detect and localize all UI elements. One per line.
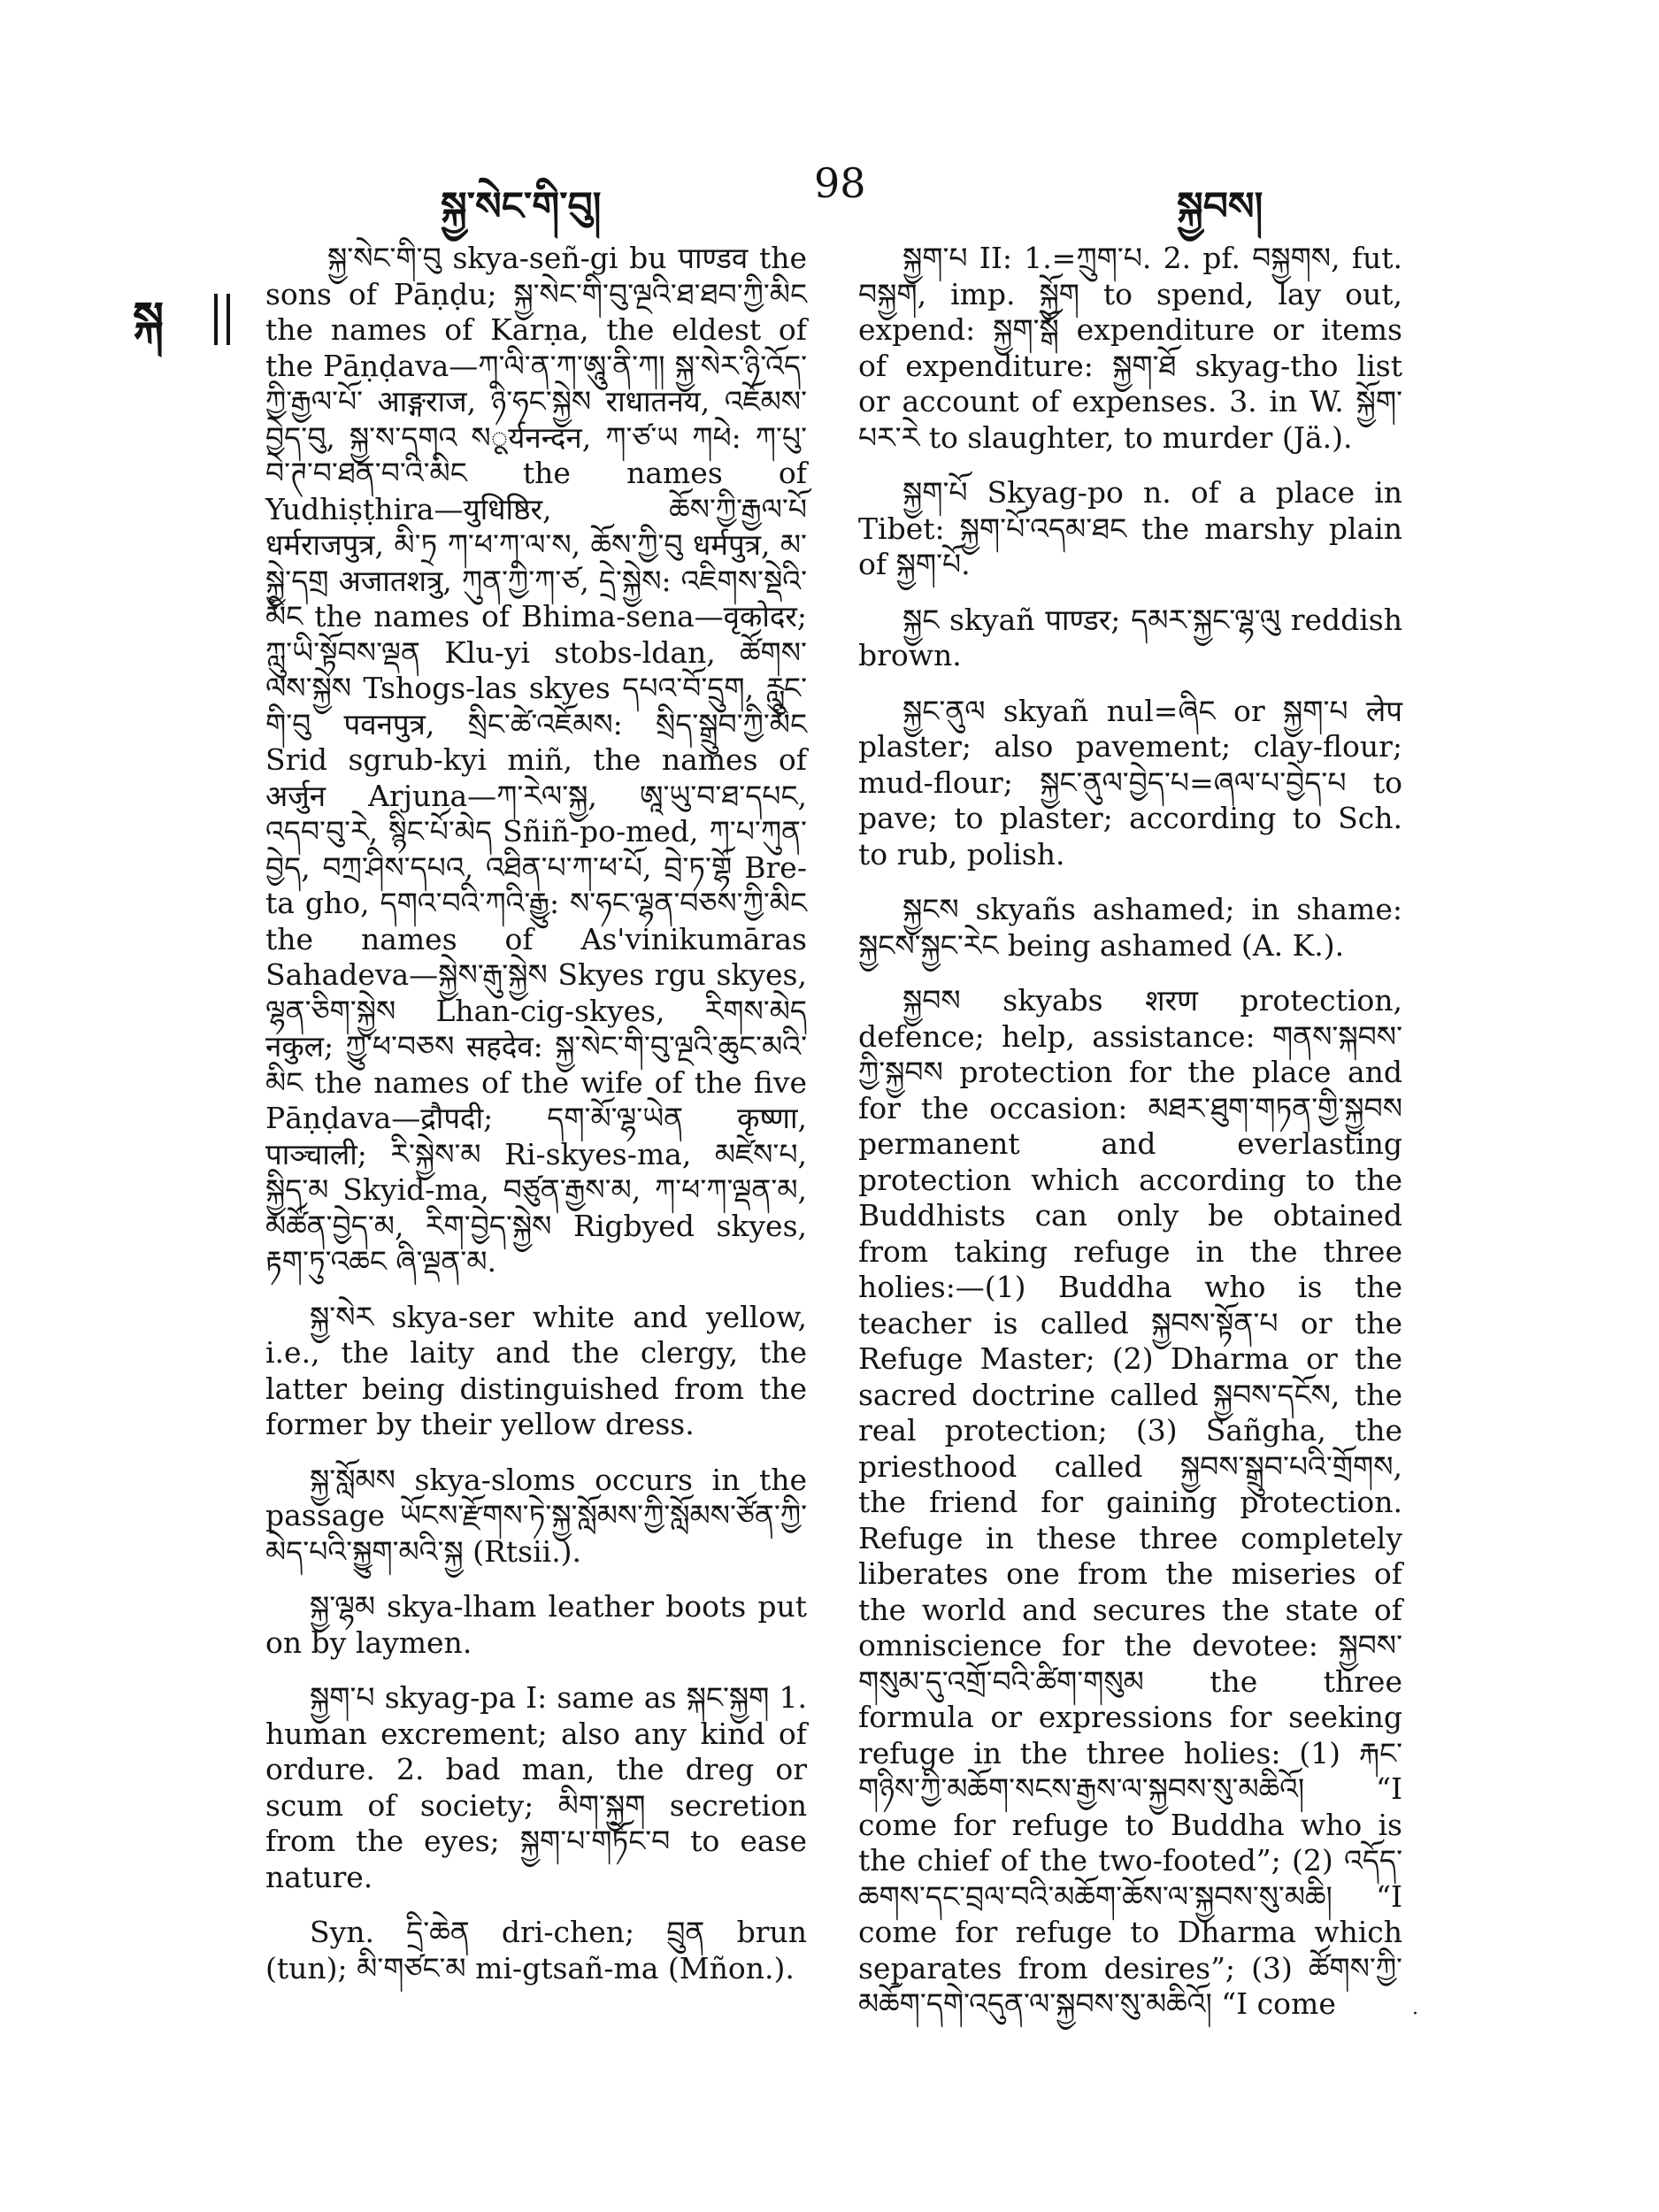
entry-skyag-pa-2: སྐྱག་པ II: 1.=ཀྲུག་པ. 2. pf. བསྐྱགས, fut. བསྐྱག, imp. སྐྱོག to spend, lay out, expend: སྐྱག་སྒོ expenditure or items of expenditure: སྐྱག་ཐོ skyag-tho list or account of expenses. 3. in W. སྐྱོག་པར་རེ to slaughter, to murder (Jä.).	[858, 241, 1402, 455]
right-column	[858, 241, 1402, 2042]
entry-skyang-nul: སྐྱང་ནུལ skyañ nul=ཞིང or སྐྱག་པ लेप plaster; also pavement; clay-flour; mud-flour; སྐྱང་ནུལ་བྱེད་པ=ཞལ་པ་བྱེད་པ to pave; to plaster; according to Sch. to rub, polish.	[858, 693, 1402, 872]
running-header	[0, 150, 1659, 230]
left-column	[265, 241, 807, 2006]
entry-synonyms: Syn. དྲི་ཆེན dri-chen; བྲུན brun (tun); མི་གཙང་མ mi-gtsañ-ma (Mñon.).	[265, 1915, 807, 1985]
entry-skya-ser: སྐྱ་སེར skya-ser white and yellow, i.e., the laity and the clergy, the latter being distinguished from the former by their yellow dress.	[265, 1299, 807, 1441]
entry-skyabs: སྐྱབས skyabs शरण protection, defence; help, assistance: གནས་སྐབས་ཀྱི་སྐྱབས protection for the place and for the occasion: མཐར་ཐུག་གཏན་གྱི་སྐྱབས permanent and everlasting protection which according to the Buddhists can only be obtained from taking refuge in the three holies:—(1) Buddha who is the teacher is called སྐྱབས་སྟོན་པ or the Refuge Master; (2) Dharma or the sacred doctrine called སྐྱབས་དངོས, the real protection; (3) Sañgha, the priesthood called སྐྱབས་སྒྲུབ་པའི་གྲོགས, the friend for gaining protection. Refuge in these three completely liberates one from the miseries of the world and secures the state of omniscience for the devotee: སྐྱབས་གསུམ་དུ་འགྲོ་བའི་ཚིག་གསུམ the three formula or expressions for seeking refuge in the three holies: (1) རྐང་གཉིས་ཀྱི་མཆོག་སངས་རྒྱས་ལ་སྐྱབས་སུ་མཆིའོ། “I come for refuge to Buddha who is the chief of the two-footed”; (2) འདོད་ཆགས་དང་བྲལ་བའི་མཆོག་ཆོས་ལ་སྐྱབས་སུ་མཆི། “I come for refuge to Dharma which separates from desires”; (3) ཚོགས་ཀྱི་མཆོག་དགེ་འདུན་ལ་སྐྱབས་སུ་མཆིའོ། “I come	[858, 983, 1402, 2021]
entry-skyangs: སྐྱངས skyañs ashamed; in shame: སྐྱངས་སྐྱང་རེང being ashamed (A. K.).	[858, 892, 1402, 963]
header-left-title: སྐྱ་སེང་གི་བུ།	[441, 184, 602, 229]
entry-skya-seng-gi-bu: སྐྱ་སེང་གི་བུ skya-señ-gi bu पाण्डव the sons of Pāṇḍu; སྐྱ་སེང་གི་བུ་ལྔའི་ཐ་ཐབ་ཀྱི་མིང the names of Karṇa, the eldest of the Pāṇḍava—ཀ་ལི་ན་ཀ་ཨཱུ་ནི་ཀ། སྐྱ་སེར་ཉི་འོད་ཀྱི་རྒྱལ་པོ་ आङ्गराज, ཉི་ཧང་སྐྱེས राधातनय, འཇོམས་བྱེད་བུ, སྐྱ་ས་དགའ སूर्यनन्दन, ཀ་ཙ་ཡ ཀཕེ: ཀ་པུ་བེ་ཊ་བ་ཐན་བ་འི་མིང the names of Yudhiṣṭhira—युधिष्ठिर, ཆོས་ཀྱི་རྒྱལ་པོ धर्मराजपुत्र, མི་ཏྲ ཀ་ཕ་ཀ་ལ་ས, ཆོས་ཀྱི་བུ धर्मपुत्र, མ་སྐྱེ་དགྲ अजातशत्रु, ཀུན་ཀྱི་ཀ་ཙ, དྲེ་སྐྱེས: འཇིགས་སྡེའི་མིང the names of Bhima-sena—वृकोदर; ཀླུ་ཡི་སྟོབས་ལྡན Klu-yi stobs-ldan, ཚོགས་ལས་སྐྱེས Tshogs-las skyes དཔའ་བོ་དྲུག, རླུང་གི་བུ पवनपुत्र, སྲིང་ཚེ་འཇོམས: སྲིད་སྒྲུབ་ཀྱི་མིང Srid sgrub-kyi miñ, the names of अर्जुन Arjuna—ཀ་རེལ་སྐྱ, ཨཱ་ཡུ་བ་ཐ་དཔང, འདབ་བུ་རེ, སྙིང་པོ་མེད Sñiñ-po-med, ཀ་པ་ཀུན་བྱེད, བཀྲ་ཤིས་དཔའ, འཐིན་པ་ཀ་ཕ་པོ, བྲེ་ཏ་གྷོ Bre-ta gho, དགའ་བའི་ཀའི་རྒྱུ: ས་ཧང་ལྷན་བཅས་ཀྱི་མིང the names of As'vinikumāras Sahadeva—སྐྱེས་རྒུ་སྐྱེས Skyes rgu skyes, ལྷན་ཅིག་སྐྱེས Lhan-cig-skyes, རིགས་མེད नकुल; ཀྱུ་ཕ་བཅས सहदेव: སྐྱ་སེང་གི་བུ་ལྔའི་ཆུང་མའི་མིང the names of the wife of the five Pāṇḍava—द्रौपदी; དག་མོ་ལྷ་ཡེན कृष्णा, पाञ्चाली; རི་སྐྱེས་མ Ri-skyes-ma, མཛེས་པ, སྐྱིད་མ Skyid-ma, བཙུན་རྒྱས་མ, ཀ་ཕ་ཀ་ལྡན་མ, མཚོན་བྱེད་མ, རིག་བྱེད་སྐྱེས Rigbyed skyes, རྟག་ཏུ་འཆང ཞི་ལྡན་མ.	[265, 241, 807, 1279]
entry-skyag-pa-1: སྐྱག་པ skyag-pa I: same as སྐང་སྐྱག 1. human excrement; also any kind of ordure. 2. bad man, the dreg or scum of society; མིག་སྐྱག secretion from the eyes; སྐྱག་པ་གཏོང་བ to ease nature.	[265, 1680, 807, 1894]
print-speck: ·	[1412, 2003, 1418, 2025]
header-right-title: སྐྱབས།	[1177, 184, 1263, 229]
page-number: 98	[814, 159, 866, 207]
entry-skyag-po: སྐྱག་པོ Skyag-po n. of a place in Tibet: སྐྱག་པོ་འདམ་ཐང the marshy plain of སྐྱག་པོ.	[858, 475, 1402, 581]
entry-skya-sloms: སྐྱ་སློམས skya-sloms occurs in the passage ཡོངས་རྫོགས་ཏེ་སྐྱ་སློམས་ཀྱི་སློམས་ཙོན་ཀྱི་མེད་པའི་སྐྱུག་མའི་སྐྱ (Rtsii.).	[265, 1462, 807, 1569]
thumb-index-tab: སྐ	[133, 288, 218, 350]
entry-skya-lham: སྐྱ་ལྷམ skya-lham leather boots put on by laymen.	[265, 1589, 807, 1660]
entry-skyang: སྐྱང skyañ पाण्डर; དམར་སྐྱང་ལྷ་ལུ reddish brown.	[858, 602, 1402, 672]
